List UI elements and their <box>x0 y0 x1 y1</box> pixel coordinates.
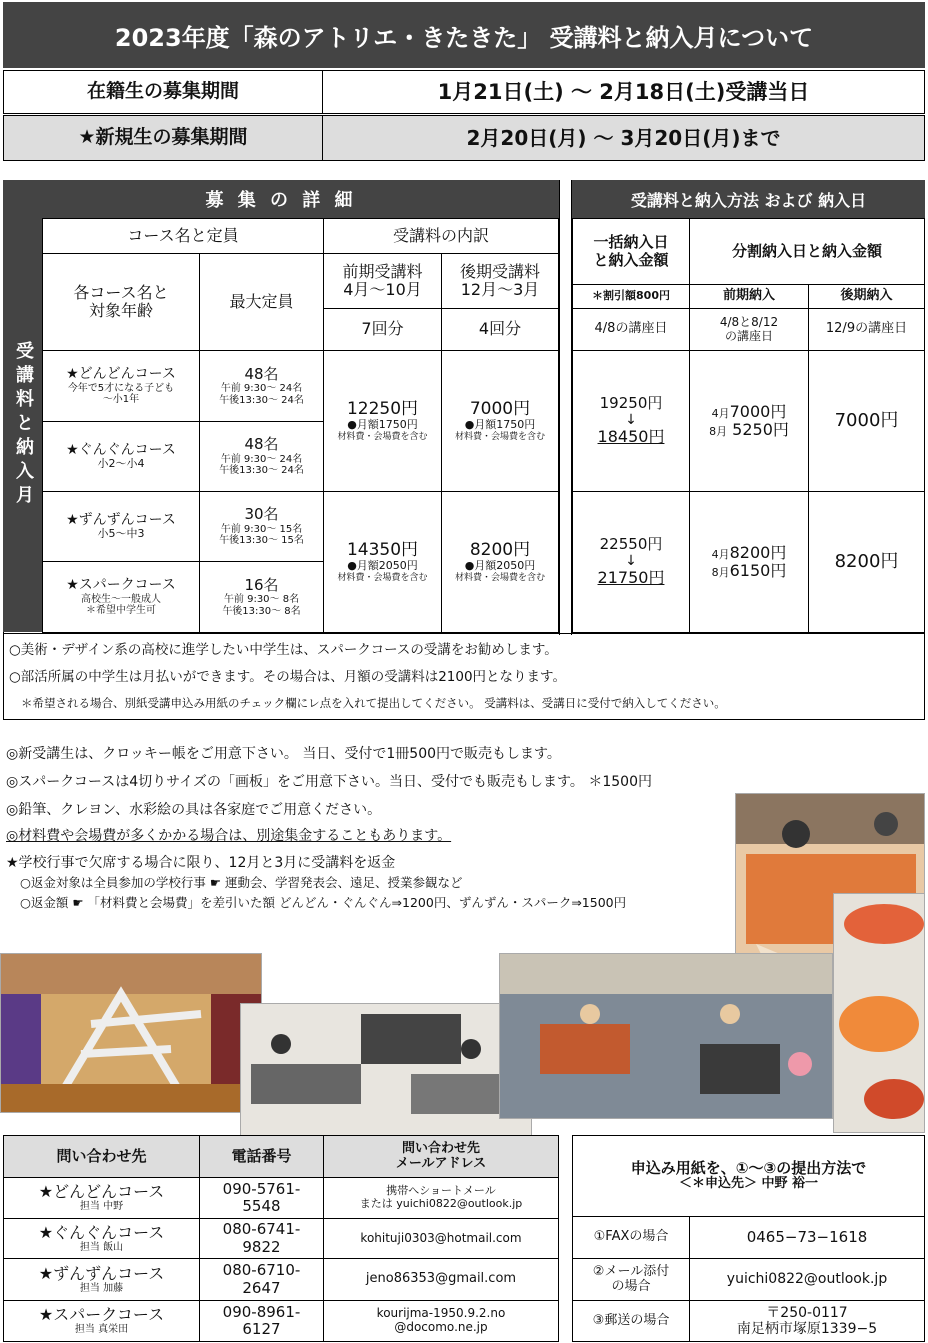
course-row-name: ★どんどんコース 今年で5才になる子ども 〜小1年 <box>42 350 200 422</box>
lump-hdr: 一括納入日 と納入金額 <box>572 218 690 285</box>
course-row-cap: 48名 午前 9:30〜 24名 午後13:30〜 24名 <box>199 350 324 422</box>
photo-sculpture <box>0 953 262 1113</box>
second-pay-hdr: 後期納入 <box>808 284 925 309</box>
contact-course: ★スパークコース 担当 真栄田 <box>3 1300 200 1342</box>
submit-method-value[interactable]: yuichi0822@outlook.jp <box>689 1258 925 1301</box>
split-hdr: 分割納入日と納入金額 <box>689 218 925 285</box>
course-row-cap: 30名 午前 9:30〜 15名 午後13:30〜 15名 <box>199 491 324 562</box>
contacts-hdr-name: 問い合わせ先 <box>3 1135 200 1178</box>
fee-first-term: 12250円 ●月額1750円 材料費・会場費を含む <box>323 350 442 492</box>
course-row-cap: 16名 午前 9:30〜 8名 午後13:30〜 8名 <box>199 561 324 633</box>
submit-method-value: 0465−73−1618 <box>689 1216 925 1259</box>
photo-group-activity <box>499 953 833 1119</box>
note-line: ◎材料費や会場費が多くかかる場合は、別途集金することもあります。 <box>6 828 452 844</box>
current-period-label: 在籍生の募集期間 <box>3 70 323 114</box>
first-pay-hdr: 前期納入 <box>689 284 809 309</box>
course-row-name: ★ずんずんコース 小5〜中3 <box>42 491 200 562</box>
discount-hdr: ＊割引額800円 <box>572 284 690 309</box>
new-period-label: ★新規生の募集期間 <box>3 115 323 161</box>
current-period-value: 1月21日(土) 〜 2月18日(土)受講当日 <box>322 70 925 114</box>
contact-tel[interactable]: 080-6741- 9822 <box>199 1218 324 1259</box>
note-line: ＊希望される場合、別紙受講申込み用紙のチェック欄にレ点を入れて提出してください。 受講料は、受講日に受付で納入してください。 <box>21 696 726 710</box>
notes-box <box>3 633 925 720</box>
first-pay-amount: 4月7000円 8月 5250円 <box>689 350 809 492</box>
page-title: 2023年度「森のアトリエ・きたきた」 受講料と納入月について <box>114 23 814 52</box>
note-line: ◎鉛筆、クレヨン、水彩絵の具は各家庭でご用意ください。 <box>6 802 382 818</box>
submit-method-label: ②メール添付 の場合 <box>572 1258 690 1301</box>
contact-mail[interactable]: kohituji0303@hotmail.com <box>323 1218 559 1259</box>
contacts-hdr-mail: 問い合わせ先 メールアドレス <box>323 1135 559 1178</box>
payment-title-bar: 受講料と納入方法 および 納入日 <box>572 180 925 218</box>
contact-mail[interactable]: kourijma-1950.9.2.no @docomo.ne.jp <box>323 1300 559 1342</box>
submit-method-value: 〒250-0117 南足柄市塚原1339−5 <box>689 1300 925 1342</box>
photo-classroom <box>240 1003 532 1136</box>
contact-tel[interactable]: 090-5761- 5548 <box>199 1177 324 1219</box>
contact-course: ★どんどんコース 担当 中野 <box>3 1177 200 1219</box>
lump-amount: 19250円 ↓ 18450円 <box>572 350 690 492</box>
col-fee-hdr: 受講料の内訳 <box>323 218 559 254</box>
submit-method-label: ③郵送の場合 <box>572 1300 690 1342</box>
note-line: ○部活所属の中学生は月払いができます。その場合は、月額の受講料は2100円となります。 <box>9 669 566 685</box>
details-side-label: 受講料と納入月 <box>3 218 43 632</box>
first-count: 7回分 <box>323 308 442 351</box>
payment-divider <box>559 180 572 635</box>
contact-mail[interactable]: jeno86353@gmail.com <box>323 1258 559 1301</box>
submit-title: 申込み用紙を、①〜③の提出方法で ＜＊申込先＞ 中野 裕一 <box>630 1158 867 1192</box>
page-title-bar <box>3 2 925 68</box>
first-pay-date: 4/8と8/12 の講座日 <box>689 308 809 351</box>
fee-second-term: 8200円 ●月額2050円 材料費・会場費を含む <box>441 491 559 633</box>
contact-course: ★ぐんぐんコース 担当 飯山 <box>3 1218 200 1259</box>
contact-tel[interactable]: 080-6710- 2647 <box>199 1258 324 1301</box>
photo-painting <box>833 893 925 1133</box>
note-line: ○返金対象は全員参加の学校行事 ☛ 運動会、学習発表会、遠足、授業参観など <box>20 875 463 890</box>
contact-mail[interactable]: 携帯へショートメール または yuichi0822@outlook.jp <box>323 1177 559 1219</box>
course-name-hdr: 各コース名と 対象年齢 <box>42 253 200 351</box>
submit-method-label: ①FAXの場合 <box>572 1216 690 1259</box>
capacity-hdr: 最大定員 <box>199 253 324 351</box>
contact-tel[interactable]: 090-8961- 6127 <box>199 1300 324 1342</box>
course-row-name: ★ぐんぐんコース 小2〜小4 <box>42 421 200 492</box>
col-course-hdr: コース名と定員 <box>42 218 324 254</box>
details-title-bar: 募 集 の 詳 細 <box>3 180 559 218</box>
second-pay-date: 12/9の講座日 <box>808 308 925 351</box>
course-row-cap: 48名 午前 9:30〜 24名 午後13:30〜 24名 <box>199 421 324 492</box>
second-count: 4回分 <box>441 308 559 351</box>
fee-first-term: 14350円 ●月額2050円 材料費・会場費を含む <box>323 491 442 633</box>
note-line: ○返金額 ☛ 「材料費と会場費」を差引いた額 どんどん・ぐんぐん⇒1200円、ずんずん・スパーク⇒1500円 <box>20 895 627 910</box>
course-row-name: ★スパークコース 高校生〜一般成人 ＊希望中学生可 <box>42 561 200 633</box>
first-pay-amount: 4月8200円 8月6150円 <box>689 491 809 633</box>
first-term-hdr: 前期受講料 4月〜10月 <box>323 253 442 309</box>
lump-date: 4/8の講座日 <box>572 308 690 351</box>
note-line: ○美術・デザイン系の高校に進学したい中学生は、スパークコースの受講をお勧めします。 <box>9 642 558 658</box>
note-line: ★学校行事で欠席する場合に限り、12月と3月に受講料を返金 <box>6 855 396 871</box>
note-line: ◎スパークコースは4切りサイズの「画板」をご用意下さい。当日、受付でも販売もします。 ＊1500円 <box>6 774 652 790</box>
note-line: ◎新受講生は、クロッキー帳をご用意下さい。 当日、受付で1冊500円で販売もします。 <box>6 746 561 762</box>
new-period-value: 2月20日(月) 〜 3月20日(月)まで <box>322 115 925 161</box>
second-pay-amount: 8200円 <box>808 491 925 633</box>
contact-course: ★ずんずんコース 担当 加藤 <box>3 1258 200 1301</box>
fee-second-term: 7000円 ●月額1750円 材料費・会場費を含む <box>441 350 559 492</box>
lump-amount: 22550円 ↓ 21750円 <box>572 491 690 633</box>
second-term-hdr: 後期受講料 12月〜3月 <box>441 253 559 309</box>
second-pay-amount: 7000円 <box>808 350 925 492</box>
contacts-hdr-tel: 電話番号 <box>199 1135 324 1178</box>
